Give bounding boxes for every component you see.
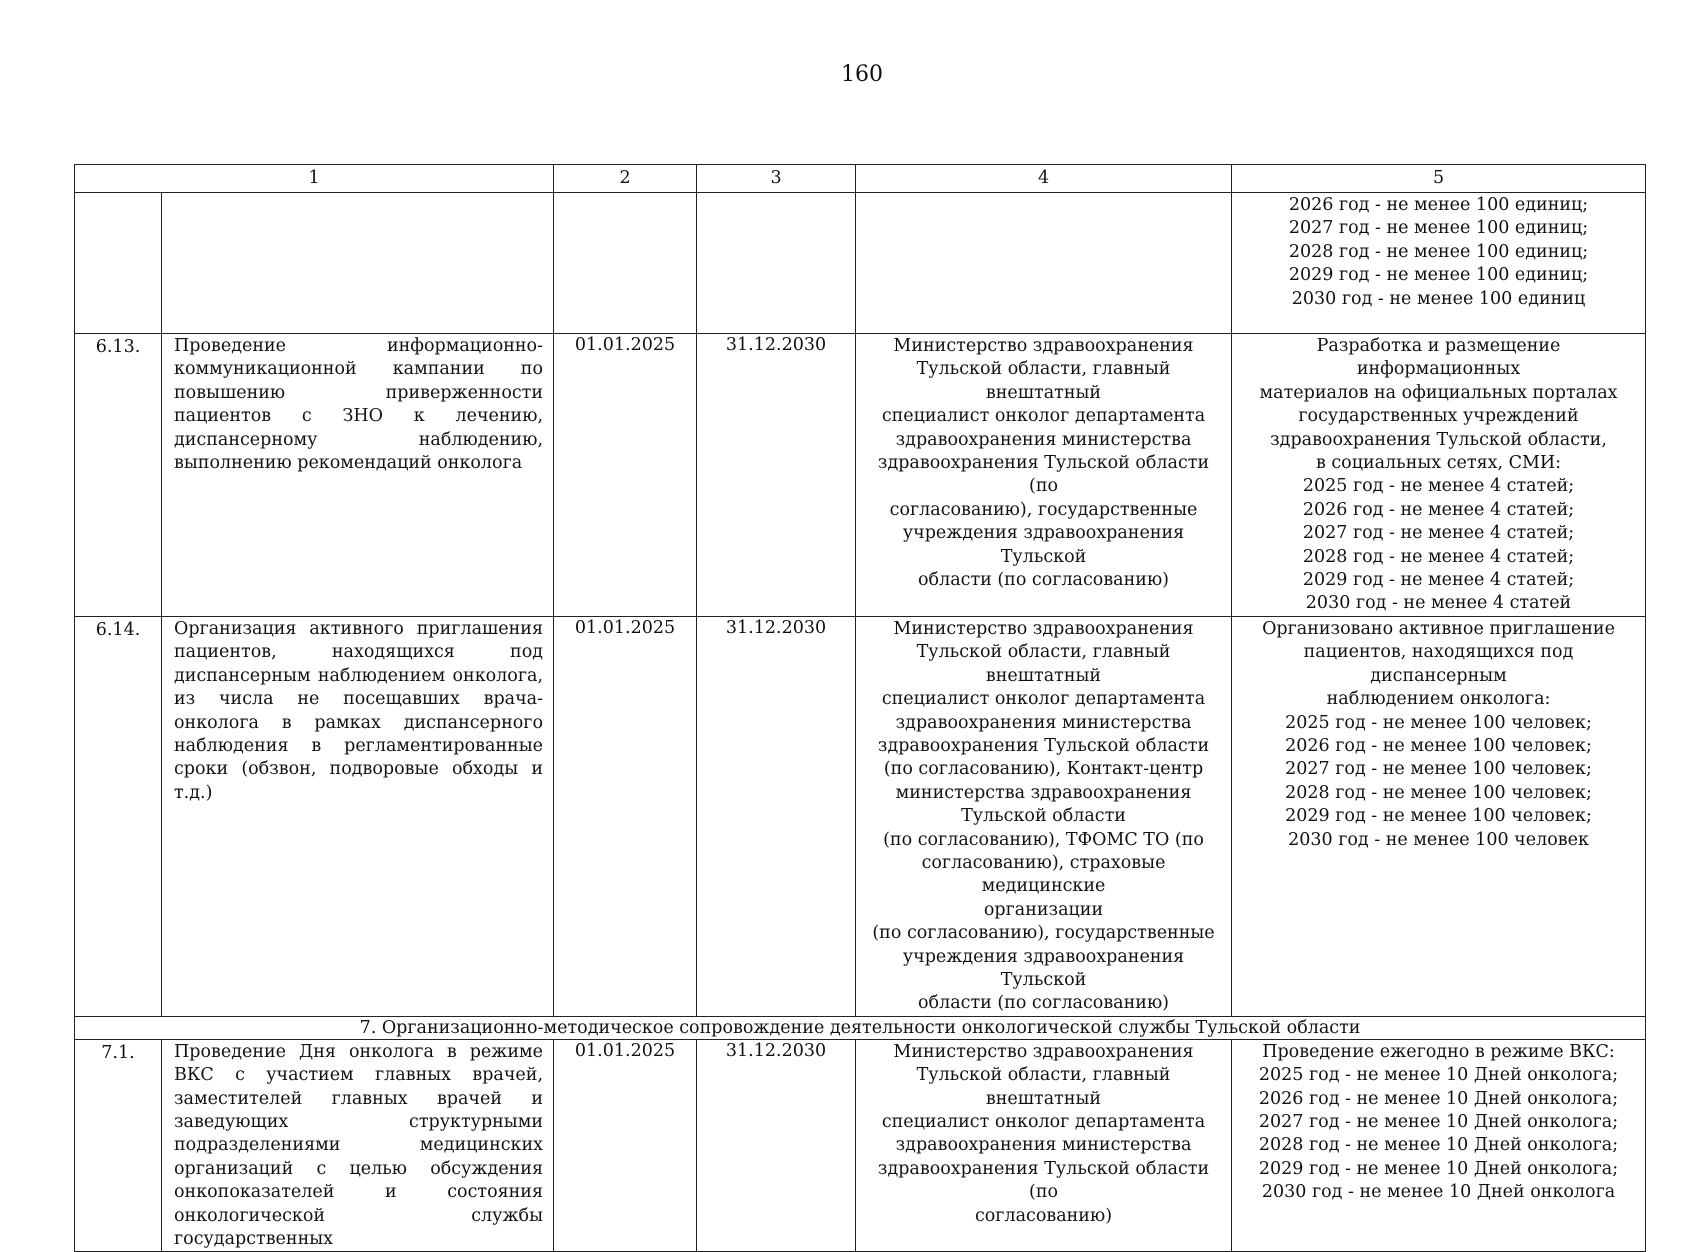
result-line: 2028 год - не менее 100 единиц; (1288, 241, 1589, 262)
table-row (75, 616, 1646, 1016)
table-row (75, 334, 1646, 617)
row-description: Проведение информационно-коммуникационной кампании по повышению приверженности пациентов с ЗНО к лечению, диспансерному наблюдению, выполнению рекомендаций онколога (162, 334, 554, 617)
header-col-5: 5 (1232, 165, 1646, 193)
responsible-line: области (по согласованию) (918, 570, 1170, 591)
plan-table (74, 164, 1646, 1252)
responsible-line: Тульской области, главный внештатный (916, 359, 1171, 403)
row-responsible (856, 616, 1232, 1016)
result-line: 2026 год - не менее 4 статей; (1302, 499, 1575, 520)
responsible-line: министерства здравоохранения (895, 782, 1192, 803)
responsible-line: Тульской области, главный внештатный (916, 1065, 1171, 1109)
result-line: 2025 год - не менее 4 статей; (1302, 476, 1575, 497)
responsible-line: согласованию), страховые медицинские (921, 852, 1166, 897)
table-header-row (75, 165, 1646, 193)
result-line: в социальных сетях, СМИ: (1315, 453, 1562, 474)
row-start-date: 01.01.2025 (554, 1039, 697, 1252)
row-result (1232, 193, 1646, 334)
responsible-line: специалист онколог департамента (881, 1112, 1206, 1132)
result-line: 2029 год - не менее 4 статей; (1302, 570, 1575, 591)
result-line: 2027 год - не менее 10 Дней онколога; (1258, 1112, 1619, 1132)
section-title: 7. Организационно-методическое сопровождение деятельности онкологической службы Тульской области (75, 1016, 1646, 1039)
responsible-line: Министерство здравоохранения (893, 1041, 1194, 1062)
result-line: наблюдением онколога: (1326, 689, 1551, 710)
row-end-date: 31.12.2030 (697, 1039, 856, 1252)
result-line: 2026 год - не менее 100 человек; (1285, 735, 1592, 756)
result-line: Разработка и размещение информационных (1316, 336, 1561, 380)
result-line: Проведение ежегодно в режиме ВКС: (1262, 1041, 1615, 1062)
responsible-line: (по согласованию), ТФОМС ТО (по (883, 829, 1204, 850)
result-line: 2028 год - не менее 100 человек; (1285, 782, 1592, 803)
result-line: материалов на официальных порталах (1259, 382, 1618, 403)
responsible-line: специалист онколог департамента (881, 689, 1206, 710)
result-line: 2030 год - не менее 100 человек (1288, 829, 1589, 850)
result-line: 2026 год - не менее 100 единиц; (1288, 195, 1589, 215)
row-end-date (697, 193, 856, 334)
result-line: 2027 год - не менее 100 единиц; (1288, 218, 1589, 239)
row-description: Проведение Дня онколога в режиме ВКС с участием главных врачей, заместителей главных врачей и заведующих структурными подразделениями медицинских организаций с целью обсуждения онкопоказателей и состояния онкологической службы государственных (162, 1039, 554, 1252)
result-line: государственных учреждений (1298, 406, 1579, 427)
responsible-line: Министерство здравоохранения (893, 336, 1194, 356)
row-result (1232, 616, 1646, 1016)
row-end-date: 31.12.2030 (697, 334, 856, 617)
responsible-line: (по согласованию), государственные (872, 923, 1215, 944)
row-number: 7.1. (75, 1039, 162, 1252)
row-number: 6.13. (75, 334, 162, 617)
result-line: 2030 год - не менее 100 единиц (1291, 288, 1586, 309)
result-line: 2026 год - не менее 10 Дней онколога; (1258, 1088, 1619, 1109)
responsible-line: согласованию) (974, 1205, 1113, 1226)
result-line: 2029 год - не менее 100 человек; (1285, 806, 1592, 827)
result-line: 2030 год - не менее 4 статей (1305, 593, 1572, 614)
row-result (1232, 1039, 1646, 1252)
responsible-line: здравоохранения Тульской области (по (877, 1158, 1210, 1203)
table-row (75, 193, 1646, 334)
row-start-date: 01.01.2025 (554, 616, 697, 1016)
responsible-line: организации (983, 899, 1104, 920)
row-description: Организация активного приглашения пациентов, находящихся под диспансерным наблюдением онколога, из числа не посещавших врача-онколога в рамках диспансерного наблюдения в регламентированные сроки (обзвон, подворовые обходы и т.д.) (162, 616, 554, 1016)
result-line: 2025 год - не менее 10 Дней онколога; (1258, 1065, 1619, 1086)
row-start-date (554, 193, 697, 334)
responsible-line: учреждения здравоохранения Тульской (902, 523, 1185, 567)
result-line: пациентов, находящихся под диспансерным (1303, 642, 1574, 686)
responsible-line: Тульской области, главный внештатный (916, 642, 1171, 686)
responsible-line: Тульской области (961, 806, 1126, 827)
responsible-line: специалист онколог департамента (881, 406, 1206, 427)
row-end-date: 31.12.2030 (697, 616, 856, 1016)
row-description (162, 193, 554, 334)
row-start-date: 01.01.2025 (554, 334, 697, 617)
responsible-line: здравоохранения министерства (895, 1135, 1192, 1156)
result-line: 2028 год - не менее 10 Дней онколога; (1258, 1135, 1619, 1156)
result-line: 2027 год - не менее 100 человек; (1285, 759, 1592, 780)
responsible-line: здравоохранения Тульской области (по (877, 453, 1210, 497)
table-row (75, 1039, 1646, 1252)
header-col-3: 3 (697, 165, 856, 193)
section-row (75, 1016, 1646, 1039)
header-col-2: 2 (554, 165, 697, 193)
result-line: 2027 год - не менее 4 статей; (1302, 523, 1575, 544)
responsible-line: здравоохранения министерства (895, 712, 1192, 733)
row-responsible (856, 193, 1232, 334)
header-col-1: 1 (75, 165, 554, 193)
responsible-line: согласованию), государственные (889, 499, 1198, 520)
result-line: здравоохранения Тульской области, (1270, 429, 1607, 450)
header-col-4: 4 (856, 165, 1232, 193)
result-line: Организовано активное приглашение (1262, 618, 1615, 639)
row-responsible (856, 334, 1232, 617)
row-number: 6.14. (75, 616, 162, 1016)
row-responsible (856, 1039, 1232, 1252)
responsible-line: области (по согласованию) (918, 993, 1170, 1014)
result-line: 2029 год - не менее 10 Дней онколога; (1258, 1158, 1619, 1179)
responsible-line: учреждения здравоохранения Тульской (902, 946, 1185, 990)
result-line: 2025 год - не менее 100 человек; (1285, 712, 1592, 733)
responsible-line: Министерство здравоохранения (893, 618, 1194, 639)
result-line: 2030 год - не менее 10 Дней онколога (1261, 1182, 1616, 1203)
responsible-line: здравоохранения министерства (895, 429, 1192, 450)
responsible-line: здравоохранения Тульской области (877, 735, 1210, 756)
page-number: 160 (841, 62, 883, 87)
row-number (75, 193, 162, 334)
responsible-line: (по согласованию), Контакт-центр (883, 759, 1204, 780)
row-result (1232, 334, 1646, 617)
result-line: 2029 год - не менее 100 единиц; (1288, 265, 1589, 286)
result-line: 2028 год - не менее 4 статей; (1302, 546, 1575, 567)
